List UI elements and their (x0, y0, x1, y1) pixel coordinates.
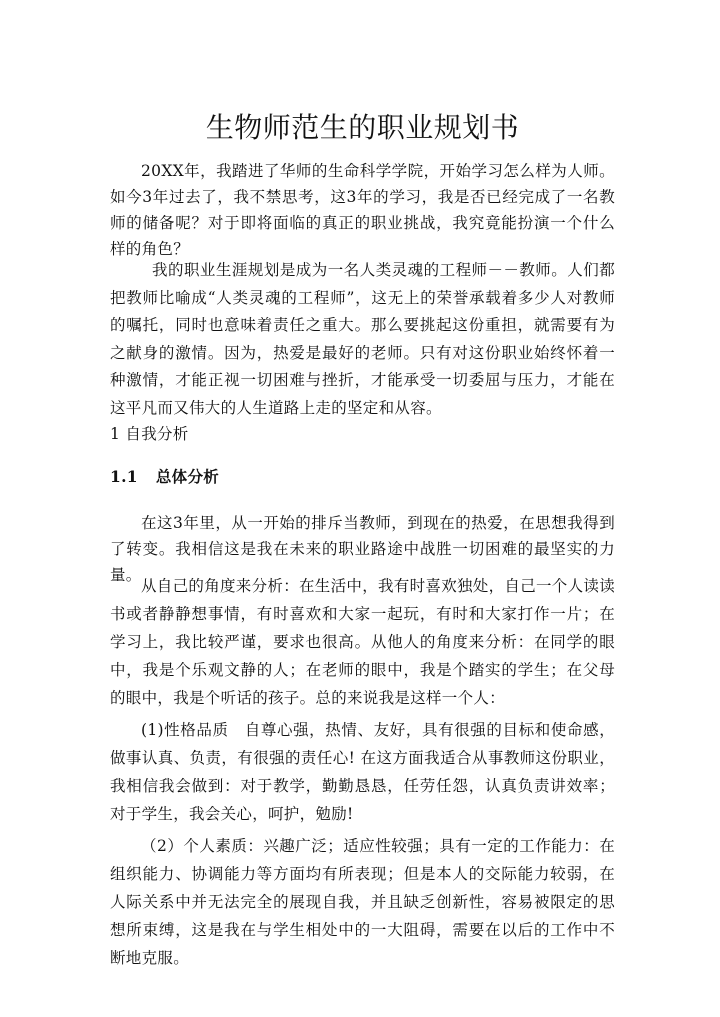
subsection-title: 总体分析 (155, 467, 220, 486)
career-goal-paragraph: 我的职业生涯规划是成为一名人类灵魂的工程师－－教师。人们都把教师比喻成“人类灵魂的工程师”，这无上的荣誉承载着多少人对教师的嘱托，同时也意味着责任之重大。那么要挑起这份重担，就需要有为之献身的激情。因为，热爱是最好的老师。只有对这份职业始终怀着一种激情，才能正视一切困难与挫折，才能承受一切委屈与压力，才能在这平凡而又伟大的人生道路上走的坚定和从容。 (110, 261, 615, 417)
subsection-heading-overall-analysis (110, 464, 219, 490)
section-heading-self-analysis: 1 自我分析 (110, 425, 189, 443)
intro-paragraph: 20XX年，我踏进了华师的生命科学学院，开始学习怎么样为人师。如今3年过去了，我不禁思考，这3年的学习，我是否已经完成了一名教师的储备呢？对于即将面临的真正的职业挑战，我究竟能扮演一个什么样的角色？ (110, 162, 615, 258)
subsection-number: 1.1 (110, 467, 138, 486)
overall-analysis-paragraph: 在这3年里，从一开始的排斥当教师，到现在的热爱，在思想我得到了转变。我相信这是我在未来的职业路途中战胜一切困难的最坚实的力量。 (110, 514, 615, 584)
self-view-paragraph: 从自己的角度来分析：在生活中，我有时喜欢独处，自己一个人读读书或者静静想事情，有时喜欢和大家一起玩，有时和大家打作一片；在学习上，我比较严谨，要求也很高。从他人的角度来分析：在同学的眼中，我是个乐观文静的人；在老师的眼中，我是个踏实的学生；在父母的眼中，我是个听话的孩子。总的来说我是这样一个人： (110, 577, 616, 707)
personal-quality-paragraph: （2）个人素质：兴趣广泛；适应性较强；具有一定的工作能力：在组织能力、协调能力等方面均有所表现；但是本人的交际能力较弱，在人际关系中并无法完全的展现自我，并且缺乏创新性，容易被限定的思想所束缚，这是我在与学生相处中的一大阻碍，需要在以后的工作中不断地克服。 (110, 837, 615, 967)
document-title: 生物师范生的职业规划书 (205, 111, 520, 144)
character-paragraph: (1)性格品质 自尊心强，热情、友好，具有很强的目标和使命感，做事认真、负责，有很强的责任心! 在这方面我适合从事教师这份职业，我相信我会做到：对于教学，勤勤恳恳，任劳任怨，认真负责讲效率；对于学生，我会关心，呵护，勉励! (110, 721, 615, 823)
